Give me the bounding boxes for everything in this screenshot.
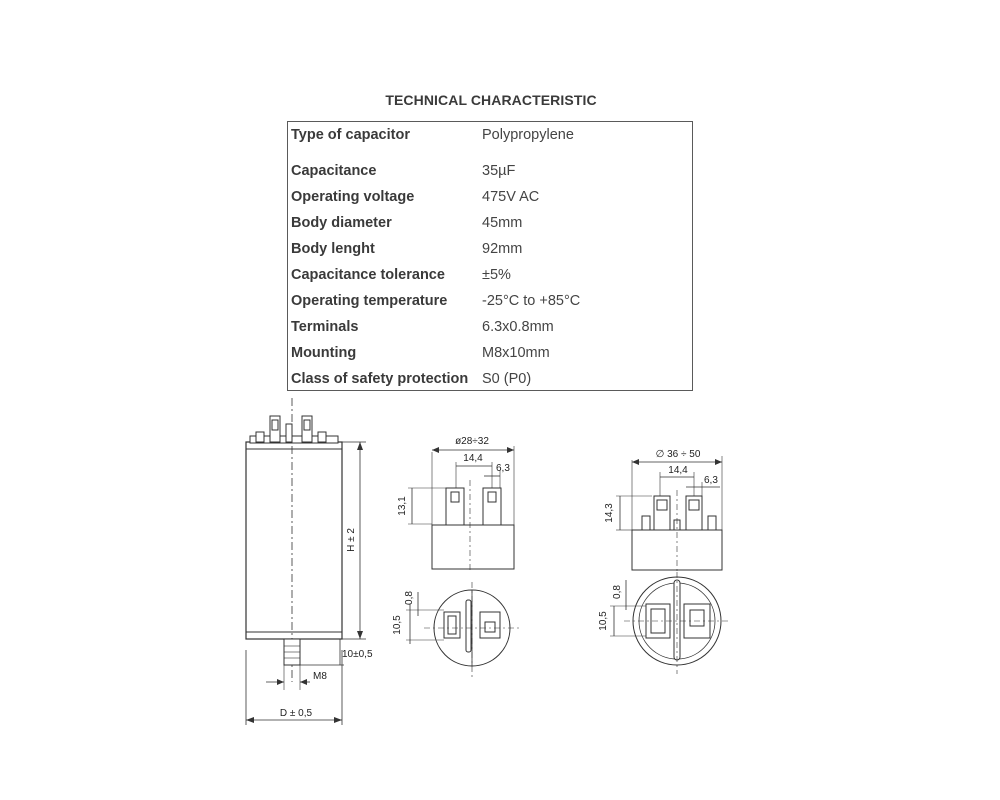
small-slot-width-label: 0,8 bbox=[404, 591, 415, 605]
diameter-dim-label: D ± 0,5 bbox=[279, 708, 313, 719]
thread-label: M8 bbox=[313, 671, 327, 682]
large-terminal-view bbox=[610, 456, 730, 674]
spec-label: Operating voltage bbox=[291, 189, 415, 205]
spec-value: S0 (P0) bbox=[482, 371, 532, 387]
spec-label: Body diameter bbox=[291, 215, 392, 231]
page-title: TECHNICAL CHARACTERISTIC bbox=[385, 92, 597, 108]
spec-label: Mounting bbox=[291, 345, 357, 361]
small-terminal-width-label: 6,3 bbox=[496, 463, 510, 474]
spec-label: Class of safety protection bbox=[291, 371, 469, 387]
small-terminal-view bbox=[406, 446, 520, 680]
spec-value: 6.3x0.8mm bbox=[482, 319, 554, 335]
spec-value: Polypropylene bbox=[482, 127, 574, 143]
small-diameter-label: ø28÷32 bbox=[455, 436, 489, 447]
height-dim-label: H ± 2 bbox=[346, 528, 357, 552]
large-diameter-label: ∅ 36 ÷ 50 bbox=[655, 449, 701, 460]
spec-label: Operating temperature bbox=[291, 293, 448, 309]
spec-value: 475V AC bbox=[482, 189, 540, 205]
spec-value: M8x10mm bbox=[482, 345, 550, 361]
spec-label: Capacitance bbox=[291, 163, 377, 179]
stud-dim-label: 10±0,5 bbox=[342, 649, 373, 660]
spec-label: Type of capacitor bbox=[291, 127, 410, 143]
spec-value: -25°C to +85°C bbox=[482, 293, 581, 309]
spec-label: Terminals bbox=[291, 319, 359, 335]
spec-value: 92mm bbox=[482, 241, 523, 257]
small-slot-height-label: 10,5 bbox=[392, 615, 403, 635]
spec-label: Capacitance tolerance bbox=[291, 267, 445, 283]
large-slot-height-label: 10,5 bbox=[598, 611, 609, 631]
side-view bbox=[246, 398, 366, 725]
large-spacing-label: 14,4 bbox=[668, 465, 688, 476]
small-terminal-height-label: 13,1 bbox=[397, 496, 408, 516]
spec-value: 45mm bbox=[482, 215, 523, 231]
large-terminal-height-label: 14,3 bbox=[604, 503, 615, 523]
spec-label: Body lenght bbox=[291, 241, 375, 257]
spec-value: 35µF bbox=[482, 163, 516, 179]
large-slot-width-label: 0,8 bbox=[612, 585, 623, 599]
small-spacing-label: 14,4 bbox=[463, 453, 483, 464]
spec-value: ±5% bbox=[482, 267, 511, 283]
large-terminal-width-label: 6,3 bbox=[704, 475, 718, 486]
